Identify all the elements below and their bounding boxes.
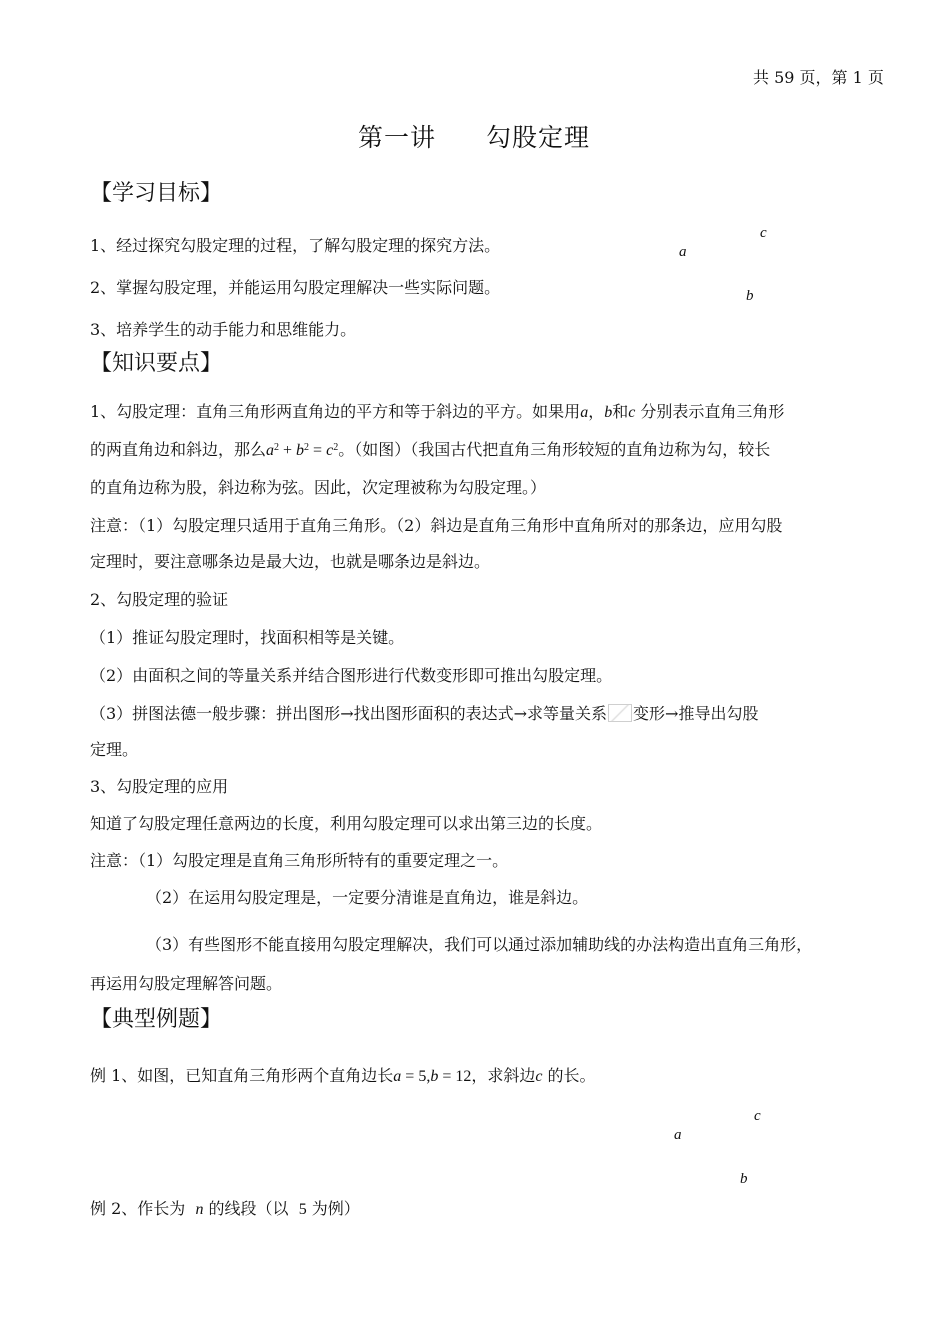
application-note-2: （2）在运用勾股定理是，一定要分清谁是直角边，谁是斜边。 — [146, 888, 589, 907]
application-note-3: （3）有些图形不能直接用勾股定理解决，我们可以通过添加辅助线的办法构造出直角三角形， — [146, 935, 813, 954]
example-2: 例 2、作长为 n 的线段（以 5 为例） — [90, 1199, 360, 1218]
section-objectives-heading: 【学习目标】 — [90, 181, 223, 206]
figure2-label-b: b — [740, 1171, 748, 1187]
pythagorean-formula: $a^2 + b^2 = c^2$ — [266, 442, 339, 459]
section-examples-heading: 【典型例题】 — [90, 1007, 223, 1032]
theorem-line-1: 1、勾股定理：直角三角形两直角边的平方和等于斜边的平方。如果用a，b和c 分别表示直角三角形 — [90, 402, 785, 421]
lecture-number: 第一讲 — [358, 123, 437, 152]
figure2-label-c: c — [754, 1108, 761, 1124]
verification-item-3-cont: 定理。 — [90, 740, 139, 759]
objective-1: 1、经过探究勾股定理的过程，了解勾股定理的探究方法。 — [90, 236, 501, 255]
figure1-label-a: a — [679, 244, 687, 260]
note1-line-1: 注意：（1）勾股定理只适用于直角三角形。（2）斜边是直角三角形中直角所对的那条边，应用勾股 — [90, 516, 783, 535]
section-keypoints-heading: 【知识要点】 — [90, 351, 223, 376]
verification-heading: 2、勾股定理的验证 — [90, 590, 229, 609]
arrow-icon: → — [340, 704, 354, 723]
theorem-line-3: 的直角边称为股，斜边称为弦。因此，次定理被称为勾股定理。） — [90, 478, 547, 497]
theorem-line-2: 的两直角边和斜边，那么$a^2 + b^2 = c^2$。（如图）（我国古代把直角三角形较短的直角边称为勾，较长 — [90, 440, 771, 459]
application-note-3-cont: 再运用勾股定理解答问题。 — [90, 974, 283, 993]
arrow-icon: → — [513, 704, 528, 723]
placeholder-image-icon — [608, 704, 632, 722]
application-heading: 3、勾股定理的应用 — [90, 777, 229, 796]
objective-2: 2、掌握勾股定理，并能运用勾股定理解决一些实际问题。 — [90, 278, 501, 297]
verification-item-1: （1）推证勾股定理时，找面积相等是关键。 — [90, 628, 405, 647]
example-1: 例 1、如图，已知直角三角形两个直角边长a = 5,b = 12，求斜边c 的长。 — [90, 1066, 596, 1085]
application-text: 知道了勾股定理任意两边的长度，利用勾股定理可以求出第三边的长度。 — [90, 814, 603, 833]
page-title: 勾股定理 — [486, 123, 591, 152]
note1-line-2: 定理时，要注意哪条边是最大边，也就是哪条边是斜边。 — [90, 552, 491, 571]
verification-item-3: （3）拼图法德一般步骤：拼出图形→找出图形面积的表达式→求等量关系 变形→推导出勾股 — [90, 704, 759, 723]
page-counter: 共 59 页，第 1 页 — [753, 68, 884, 87]
figure1-label-c: c — [760, 225, 767, 241]
figure2-label-a: a — [674, 1127, 682, 1143]
application-note-1: 注意：（1）勾股定理是直角三角形所特有的重要定理之一。 — [90, 851, 509, 870]
verification-item-2: （2）由面积之间的等量关系并结合图形进行代数变形即可推出勾股定理。 — [90, 666, 613, 685]
objective-3: 3、培养学生的动手能力和思维能力。 — [90, 320, 357, 339]
arrow-icon: → — [665, 704, 679, 723]
figure1-label-b: b — [746, 288, 754, 304]
